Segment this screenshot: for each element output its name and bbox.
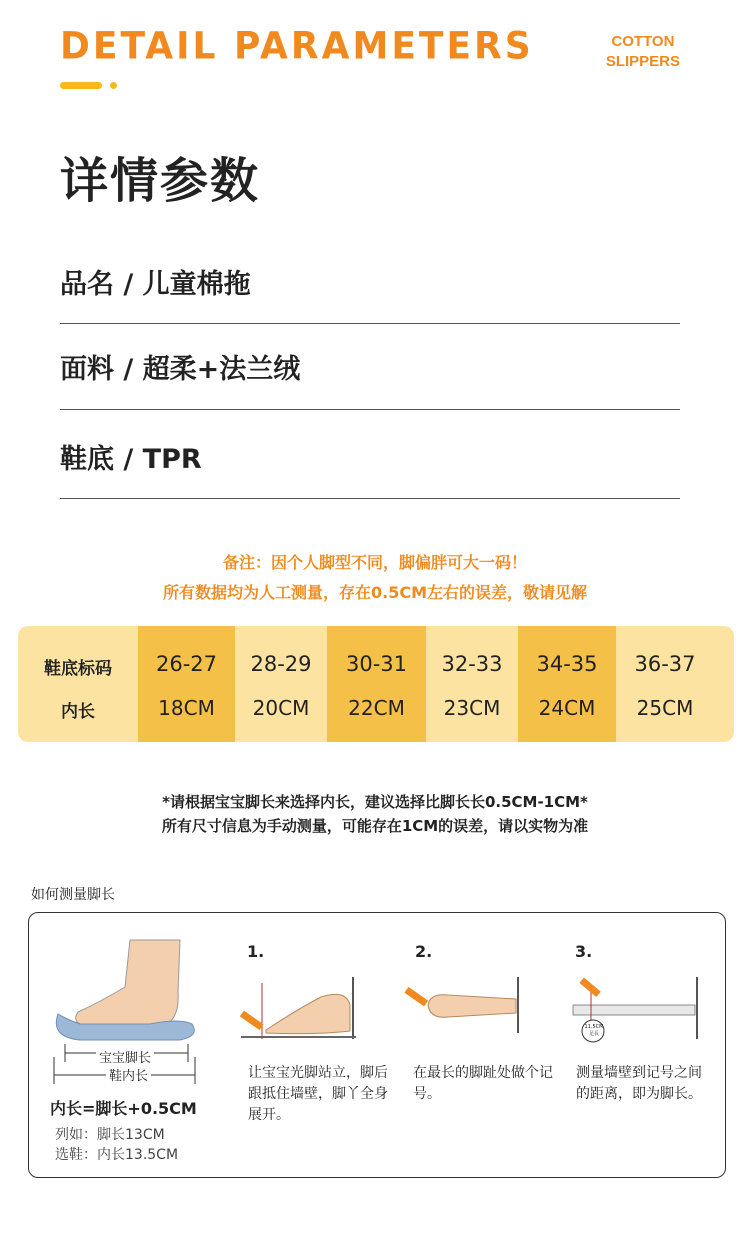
param-material: 面料 / 超柔+法兰绒 [60,354,301,385]
tip-line-2: 所有尺寸信息为手动测量，可能存在1CM的误差，请以实物为准 [161,817,589,835]
decorative-bar [60,82,102,89]
step-2-illustration [400,975,525,1035]
divider [60,498,680,499]
size-value: 34-35 [536,652,598,676]
formula: 内长=脚长+0.5CM [50,1099,197,1118]
example-shoe: 选鞋：内长13.5CM [55,1147,179,1163]
note-line-1: 备注：因个人脚型不同，脚偏胖可大一码！ [222,553,527,572]
step-1-illustration [236,975,361,1045]
size-value: 28-29 [250,652,312,676]
step-3-text: 测量墙壁到记号之间的距离，即为脚长。 [576,1065,702,1102]
row-label-length: 内长 [61,702,95,722]
size-column [327,626,426,742]
ruler-mark-caption: 足長 [588,1031,599,1037]
example-foot: 列如：脚长13CM [55,1127,165,1143]
page-title: 详情参数 [60,153,261,209]
divider [60,323,680,324]
row-label-size: 鞋底标码 [44,659,112,679]
size-column [138,626,235,742]
size-value: 30-31 [345,652,408,676]
length-value: 18CM [158,696,215,720]
header-subtitle-line2: SLIPPERS [605,53,680,70]
size-column [518,626,616,742]
length-value: 22CM [348,696,405,720]
divider [60,409,680,410]
length-value: 24CM [538,696,596,720]
size-value: 36-37 [634,652,696,676]
step-1-number: 1. [247,942,265,961]
note-line-2: 所有数据均为人工测量，存在0.5CM左右的误差，敬请见解 [162,583,587,602]
label-foot-length: 宝宝脚长 [96,1049,154,1069]
how-to-title: 如何测量脚长 [31,887,115,903]
ruler-mark-label [583,1024,605,1038]
size-column [616,626,714,742]
param-product-name: 品名 / 儿童棉拖 [60,269,251,300]
length-value: 25CM [636,696,694,720]
header-subtitle-line1: COTTON [611,33,675,50]
label-inner-length: 鞋内长 [106,1067,151,1087]
length-value: 23CM [443,696,501,720]
header-title: DETAIL PARAMETERS [60,24,534,69]
size-table [18,626,734,742]
param-sole: 鞋底 / TPR [60,444,202,475]
ruler-mark-value: 11.5CM [584,1024,604,1030]
step-1-text: 让宝宝光脚站立，脚后跟抵住墙壁，脚丫全身展开。 [248,1065,388,1123]
size-value: 32-33 [441,652,503,676]
step-2-number: 2. [415,942,433,961]
size-column [235,626,327,742]
decorative-dot [110,82,117,89]
length-value: 20CM [252,696,310,720]
size-column [426,626,518,742]
tip-line-1: *请根据宝宝脚长来选择内长，建议选择比脚长长0.5CM-1CM* [162,793,588,811]
step-2-text: 在最长的脚趾处做个记号。 [413,1065,553,1102]
header-subtitle [606,32,680,72]
step-3-number: 3. [575,942,593,961]
size-value: 26-27 [155,652,218,676]
